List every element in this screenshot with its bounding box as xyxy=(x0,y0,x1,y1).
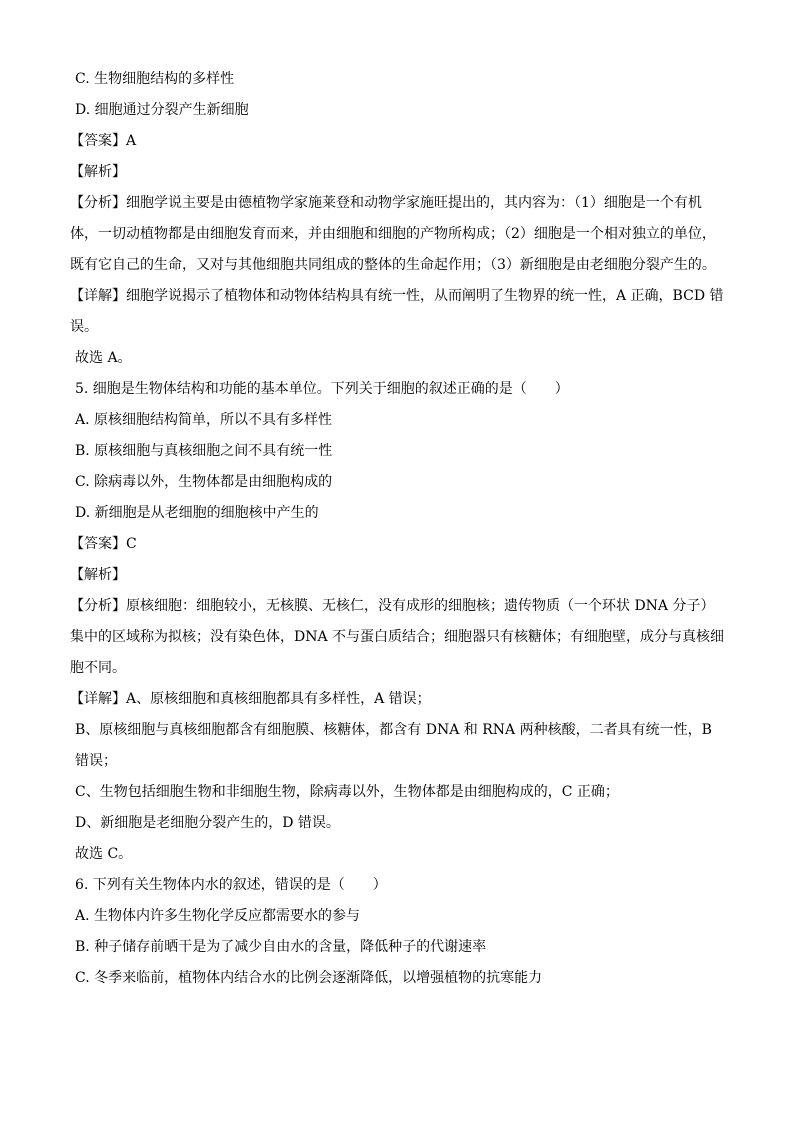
q5-conclusion: 故选 C。 xyxy=(75,846,133,862)
q6-stem: 6. 下列有关生物体内水的叙述，错误的是（ ） xyxy=(75,877,387,893)
q6-option-b: B. 种子储存前晒干是为了减少自由水的含量，降低种子的代谢速率 xyxy=(75,939,487,955)
q5-answer: 【答案】C xyxy=(70,536,137,552)
q4-xiangjie: 【详解】细胞学说揭示了植物体和动物体结构具有统一性，从而阐明了生物界的统一性，A 正确，BCD 错误。 xyxy=(70,288,724,335)
q4-option-d: D. 细胞通过分裂产生新细胞 xyxy=(75,102,249,118)
q4-conclusion: 故选 A。 xyxy=(75,350,132,366)
q6-option-a: A. 生物体内许多生物化学反应都需要水的参与 xyxy=(75,908,361,924)
q5-analysis-label: 【解析】 xyxy=(70,567,126,583)
q5-stem: 5. 细胞是生物体结构和功能的基本单位。下列关于细胞的叙述正确的是（ ） xyxy=(75,381,569,397)
q5-xiangjie-b: B、原核细胞与真核细胞都含有细胞膜、核糖体，都含有 DNA 和 RNA 两种核酸，二者具有统一性，B 错误； xyxy=(75,722,712,769)
q4-fenxi: 【分析】细胞学说主要是由德植物学家施莱登和动物学家施旺提出的，其内容为：（1）细胞是一个有机体，一切动植物都是由细胞发育而来，并由细胞和细胞的产物所构成；（2）细胞是一个相对独立的单位，既有它自己的生命，又对与其他细胞共同组成的整体的生命起作用；（3）新细胞是由老细胞分裂产生的。 xyxy=(70,195,716,273)
q5-xiangjie-a: 【详解】A、原核细胞和真核细胞都具有多样性，A 错误； xyxy=(70,691,431,707)
q4-answer: 【答案】A xyxy=(70,133,137,149)
q4-analysis-label: 【解析】 xyxy=(70,164,126,180)
q6-option-c: C. 冬季来临前，植物体内结合水的比例会逐渐降低，以增强植物的抗寒能力 xyxy=(75,970,543,986)
document-content xyxy=(70,64,725,994)
q4-option-c: C. 生物细胞结构的多样性 xyxy=(75,71,235,87)
q5-xiangjie-d: D、新细胞是老细胞分裂产生的，D 错误。 xyxy=(75,815,340,831)
q5-option-c: C. 除病毒以外，生物体都是由细胞构成的 xyxy=(75,474,333,490)
q5-option-a: A. 原核细胞结构简单，所以不具有多样性 xyxy=(75,412,333,428)
q5-fenxi: 【分析】原核细胞：细胞较小，无核膜、无核仁，没有成形的细胞核；遗传物质（一个环状 DNA 分子）集中的区域称为拟核；没有染色体，DNA 不与蛋白质结合；细胞器只有核糖体；有细胞壁，成分与真核细胞不同。 xyxy=(70,598,725,676)
q5-option-d: D. 新细胞是从老细胞的细胞核中产生的 xyxy=(75,505,319,521)
q5-xiangjie-c: C、生物包括细胞生物和非细胞生物，除病毒以外，生物体都是由细胞构成的，C 正确； xyxy=(75,784,619,800)
q5-option-b: B. 原核细胞与真核细胞之间不具有统一性 xyxy=(75,443,333,459)
